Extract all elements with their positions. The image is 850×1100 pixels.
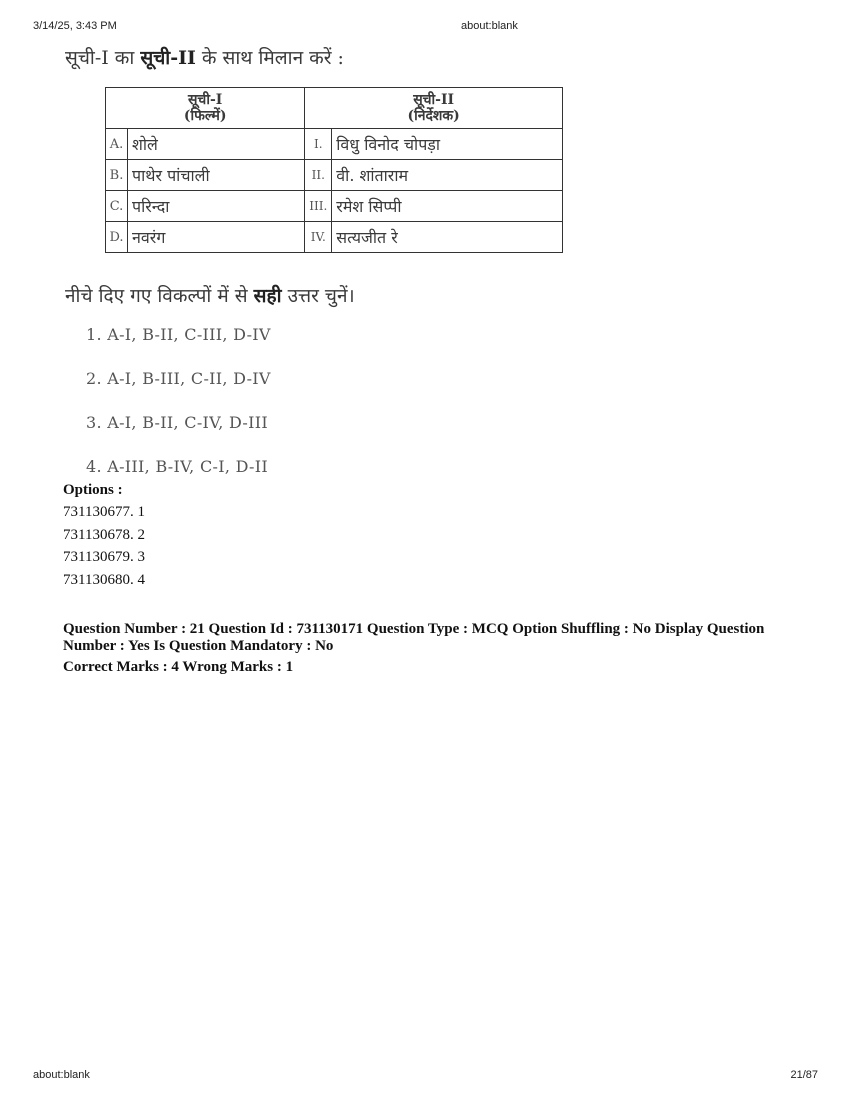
table-row [106,222,563,253]
prompt-text-bold: सही [253,285,282,307]
marks-meta: Correct Marks : 4 Wrong Marks : 1 [63,659,294,675]
print-page-url: about:blank [461,20,518,32]
row-key-left: D. [106,222,128,253]
prompt-text-pre: नीचे दिए गए विकल्पों में से [65,285,248,307]
table-row [106,191,563,222]
answer-choice: 3. A-I, B-II, C-IV, D-III [86,413,268,432]
director-cell: रमेश सिप्पी [332,191,563,222]
answer-choice: 4. A-III, B-IV, C-I, D-II [86,457,268,476]
list-1-subtitle: (फिल्में) [183,108,227,124]
instruction-text-pre: सूची-I का [65,47,135,69]
option-item: 731130680. 4 [63,572,145,588]
print-footer [0,1069,850,1085]
row-key-left: B. [106,160,128,191]
list-1-title: सूची-I [187,92,223,108]
match-table [105,87,563,253]
table-row [106,129,563,160]
film-cell: नवरंग [128,222,305,253]
option-item: 731130678. 2 [63,527,145,543]
table-row [106,160,563,191]
row-key-right: I. [305,129,332,160]
prompt-text-post: उत्तर चुनें। [287,285,355,307]
list-1-header [106,88,305,129]
row-key-right: II. [305,160,332,191]
option-item: 731130679. 3 [63,549,145,565]
list-2-title: सूची-II [413,92,455,108]
film-cell: शोले [128,129,305,160]
option-item: 731130677. 1 [63,504,145,520]
footer-page-url: about:blank [33,1069,90,1081]
match-table-header [106,88,563,129]
instruction-text-bold: सूची-II [140,47,196,69]
film-cell: पाथेर पांचाली [128,160,305,191]
question-instruction [65,44,344,70]
answer-choice: 2. A-I, B-III, C-II, D-IV [86,369,271,388]
director-cell: वी. शांताराम [332,160,563,191]
row-key-right: III. [305,191,332,222]
print-datetime: 3/14/25, 3:43 PM [33,20,117,32]
director-cell: सत्यजीत रे [332,222,563,253]
row-key-left: C. [106,191,128,222]
row-key-left: A. [106,129,128,160]
page-counter: 21/87 [790,1069,818,1081]
question-meta: Question Number : 21 Question Id : 731130171 Question Type : MCQ Option Shuffling : No Display Question Number : Yes Is Question Mandatory : No [63,621,765,654]
list-2-header [305,88,563,129]
answer-choice: 1. A-I, B-II, C-III, D-IV [86,325,271,344]
question-prompt [65,282,355,308]
row-key-right: IV. [305,222,332,253]
director-cell: विधु विनोद चोपड़ा [332,129,563,160]
list-2-subtitle: (निर्देशक) [407,108,460,124]
print-header [0,20,850,36]
film-cell: परिन्दा [128,191,305,222]
instruction-text-post: के साथ मिलान करें : [201,47,344,69]
options-label: Options : [63,482,123,498]
